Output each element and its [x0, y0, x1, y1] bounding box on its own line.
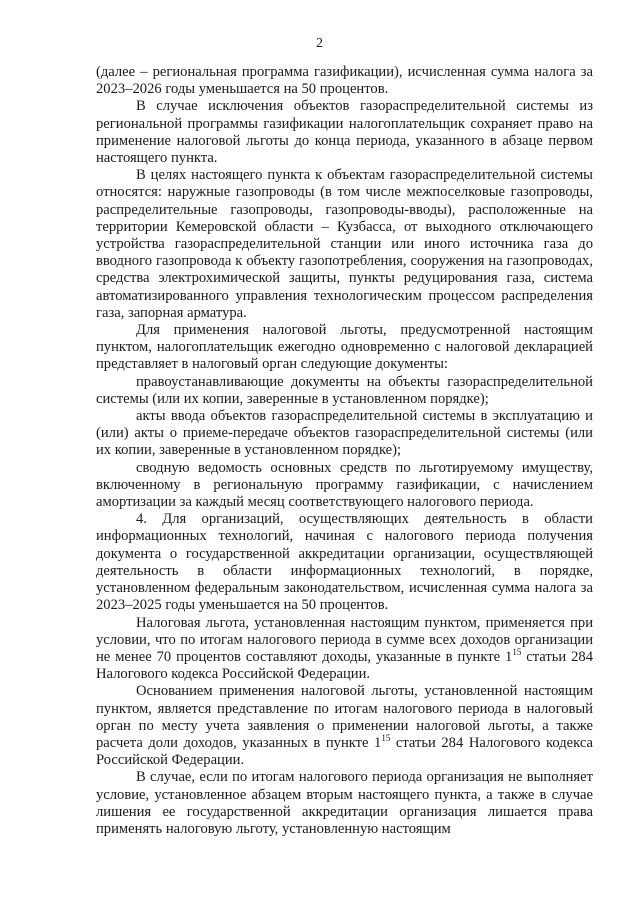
page-number: 2 [316, 36, 323, 51]
paragraph-exclusion-case: В случае исключения объектов газораспределительной системы из региональной программы газификации налогоплательщик сохраняет право на применение налоговой льготы до конца периода, указанного в абзаце первом настоящего пункта. [96, 98, 593, 167]
paragraph-text: статьи 284 Налогового кодекса Российской Федерации. [96, 648, 593, 683]
list-item-ownership-documents: правоустанавливающие документы на объекты газораспределительной системы (или их копии, заверенные в установленном порядке); [96, 373, 593, 407]
paragraph-program-definition: (далее – региональная программа газификации), исчисленная сумма налога за 2023–2026 годы уменьшается на 50 процентов. [96, 64, 593, 98]
list-item-fixed-assets-statement: сводную ведомость основных средств по льготируемому имуществу, включенному в региональную программу газификации, с начислением амортизации за каждый месяц соответствующего налогового периода. [96, 459, 593, 511]
paragraph-income-condition [96, 615, 593, 684]
list-item-commissioning-acts: акты ввода объектов газораспределительной системы в эксплуатацию и (или) акты о приеме-передаче объектов газораспределительной системы (или их копии, заверенные в установленном порядке); [96, 408, 593, 459]
paragraph-text: Налоговая льгота, установленная настоящим пунктом, применяется при условии, что по итогам налогового периода в сумме всех доходов организации не менее 70 процентов составляют доходы, указанные в пункте 1 [96, 614, 593, 665]
paragraph-text: Основанием применения налоговой льготы, установленной настоящим пунктом, является представление по итогам налогового периода в налоговый орган по месту учета заявления о применении налоговой льготы, а также расчета доли доходов, указанных в пункте 1 [96, 683, 593, 751]
superscript-index: 15 [381, 733, 391, 744]
superscript-index: 15 [512, 647, 522, 658]
paragraph-gas-system-objects: В целях настоящего пункта к объектам газораспределительной системы относятся: наружные газопроводы (в том числе межпоселковые газопроводы, распределительные газопроводы, газопроводы-вводы), расположенные на территории Кемеровской области – Кузбасса, от выходного отключающего устройства газораспределительной станции или иного источника газа до вводного газопровода к объекту газопотребления, сооружения на газопроводах, средства электрохимической защиты, пункты редуцирования газа, система автоматизированного управления технологическим процессом распределения газа, запорная арматура. [96, 167, 593, 321]
paragraph-application-basis [96, 683, 593, 769]
paragraph-text: статьи 284 Налогового кодекса Российской Федерации. [96, 734, 593, 769]
paragraph-required-documents: Для применения налоговой льготы, предусмотренной настоящим пунктом, налогоплательщик ежегодно одновременно с налоговой декларацией представляет в налоговый орган следующие документы: [96, 322, 593, 373]
document-body [96, 64, 593, 838]
paragraph-loss-of-right: В случае, если по итогам налогового периода организация не выполняет условие, установленное абзацем вторым настоящего пункта, а также в случае лишения ее государственной аккредитации организация лишается права применять налоговую льготу, установленную настоящим [96, 769, 593, 837]
paragraph-it-organizations: 4. Для организаций, осуществляющих деятельность в области информационных технологий, начиная с налогового периода получения документа о государственной аккредитации организации, осуществляющей деятельность в области информационных технологий, в порядке, установленном федеральным законодательством, исчисленная сумма налога за 2023–2025 годы уменьшается на 50 процентов. [96, 511, 593, 614]
